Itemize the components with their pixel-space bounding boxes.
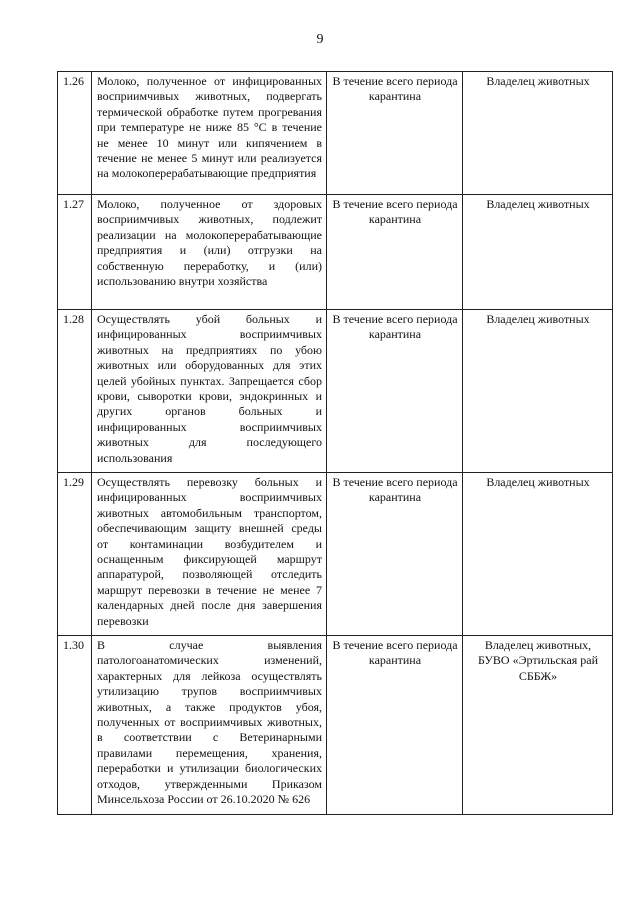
- measure-text: Осуществлять убой больных и инфицированных восприимчивых животных на предприятиях по убою животных или оборудованных для этих целей убойных пунктах. Запрещается сбор крови, сыворотки крови, эндокринных и других органов больных и инфицированных восприимчивых животных для последующего использования: [92, 310, 327, 473]
- page-number: 9: [316, 32, 324, 47]
- table-row: [58, 636, 613, 815]
- responsible-text: Владелец животных: [463, 72, 613, 195]
- term-text: В течение всего периода карантина: [327, 72, 463, 195]
- row-number: 1.27: [58, 195, 92, 310]
- measure-text: Молоко, полученное от здоровых восприимчивых животных, подлежит реализации на молокоперерабатывающие предприятия и (или) отгрузки на собственную переработку, и (или) использованию внутри хозяйства: [92, 195, 327, 310]
- responsible-text: Владелец животных: [463, 195, 613, 310]
- measures-table: [57, 71, 613, 815]
- row-number: 1.26: [58, 72, 92, 195]
- table-row: [58, 310, 613, 473]
- table-row: [58, 72, 613, 195]
- measure-text: Молоко, полученное от инфицированных восприимчивых животных, подвергать термической обработке путем прогревания при температуре не ниже 85 °С в течение не менее 10 минут или кипячением в течение не менее 5 минут или реализуется на молокоперерабатывающие предприятия: [92, 72, 327, 195]
- table-row: [58, 473, 613, 636]
- row-number: 1.30: [58, 636, 92, 815]
- measure-text: В случае выявления патологоанатомических изменений, характерных для лейкоза осуществлять утилизацию трупов восприимчивых животных, а также продуктов убоя, полученных от восприимчивых животных, в соответствии с Ветеринарными правилами перемещения, хранения, переработки и утилизации биологических отходов, утвержденными Приказом Минсельхоза России от 26.10.2020 № 626: [92, 636, 327, 815]
- term-text: В течение всего периода карантина: [327, 310, 463, 473]
- row-number: 1.29: [58, 473, 92, 636]
- term-text: В течение всего периода карантина: [327, 473, 463, 636]
- table-row: [58, 195, 613, 310]
- responsible-text: Владелец животных, БУВО «Эртильская рай СББЖ»: [463, 636, 613, 815]
- measure-text: Осуществлять перевозку больных и инфицированных восприимчивых животных автомобильным транспортом, обеспечивающим защиту внешней среды от контаминации возбудителем и оснащенным фиксирующей маршрут аппаратурой, позволяющей отследить маршрут перевозки в течение не менее 7 календарных дней после дня завершения перевозки: [92, 473, 327, 636]
- term-text: В течение всего периода карантина: [327, 636, 463, 815]
- responsible-text: Владелец животных: [463, 310, 613, 473]
- term-text: В течение всего периода карантина: [327, 195, 463, 310]
- row-number: 1.28: [58, 310, 92, 473]
- responsible-text: Владелец животных: [463, 473, 613, 636]
